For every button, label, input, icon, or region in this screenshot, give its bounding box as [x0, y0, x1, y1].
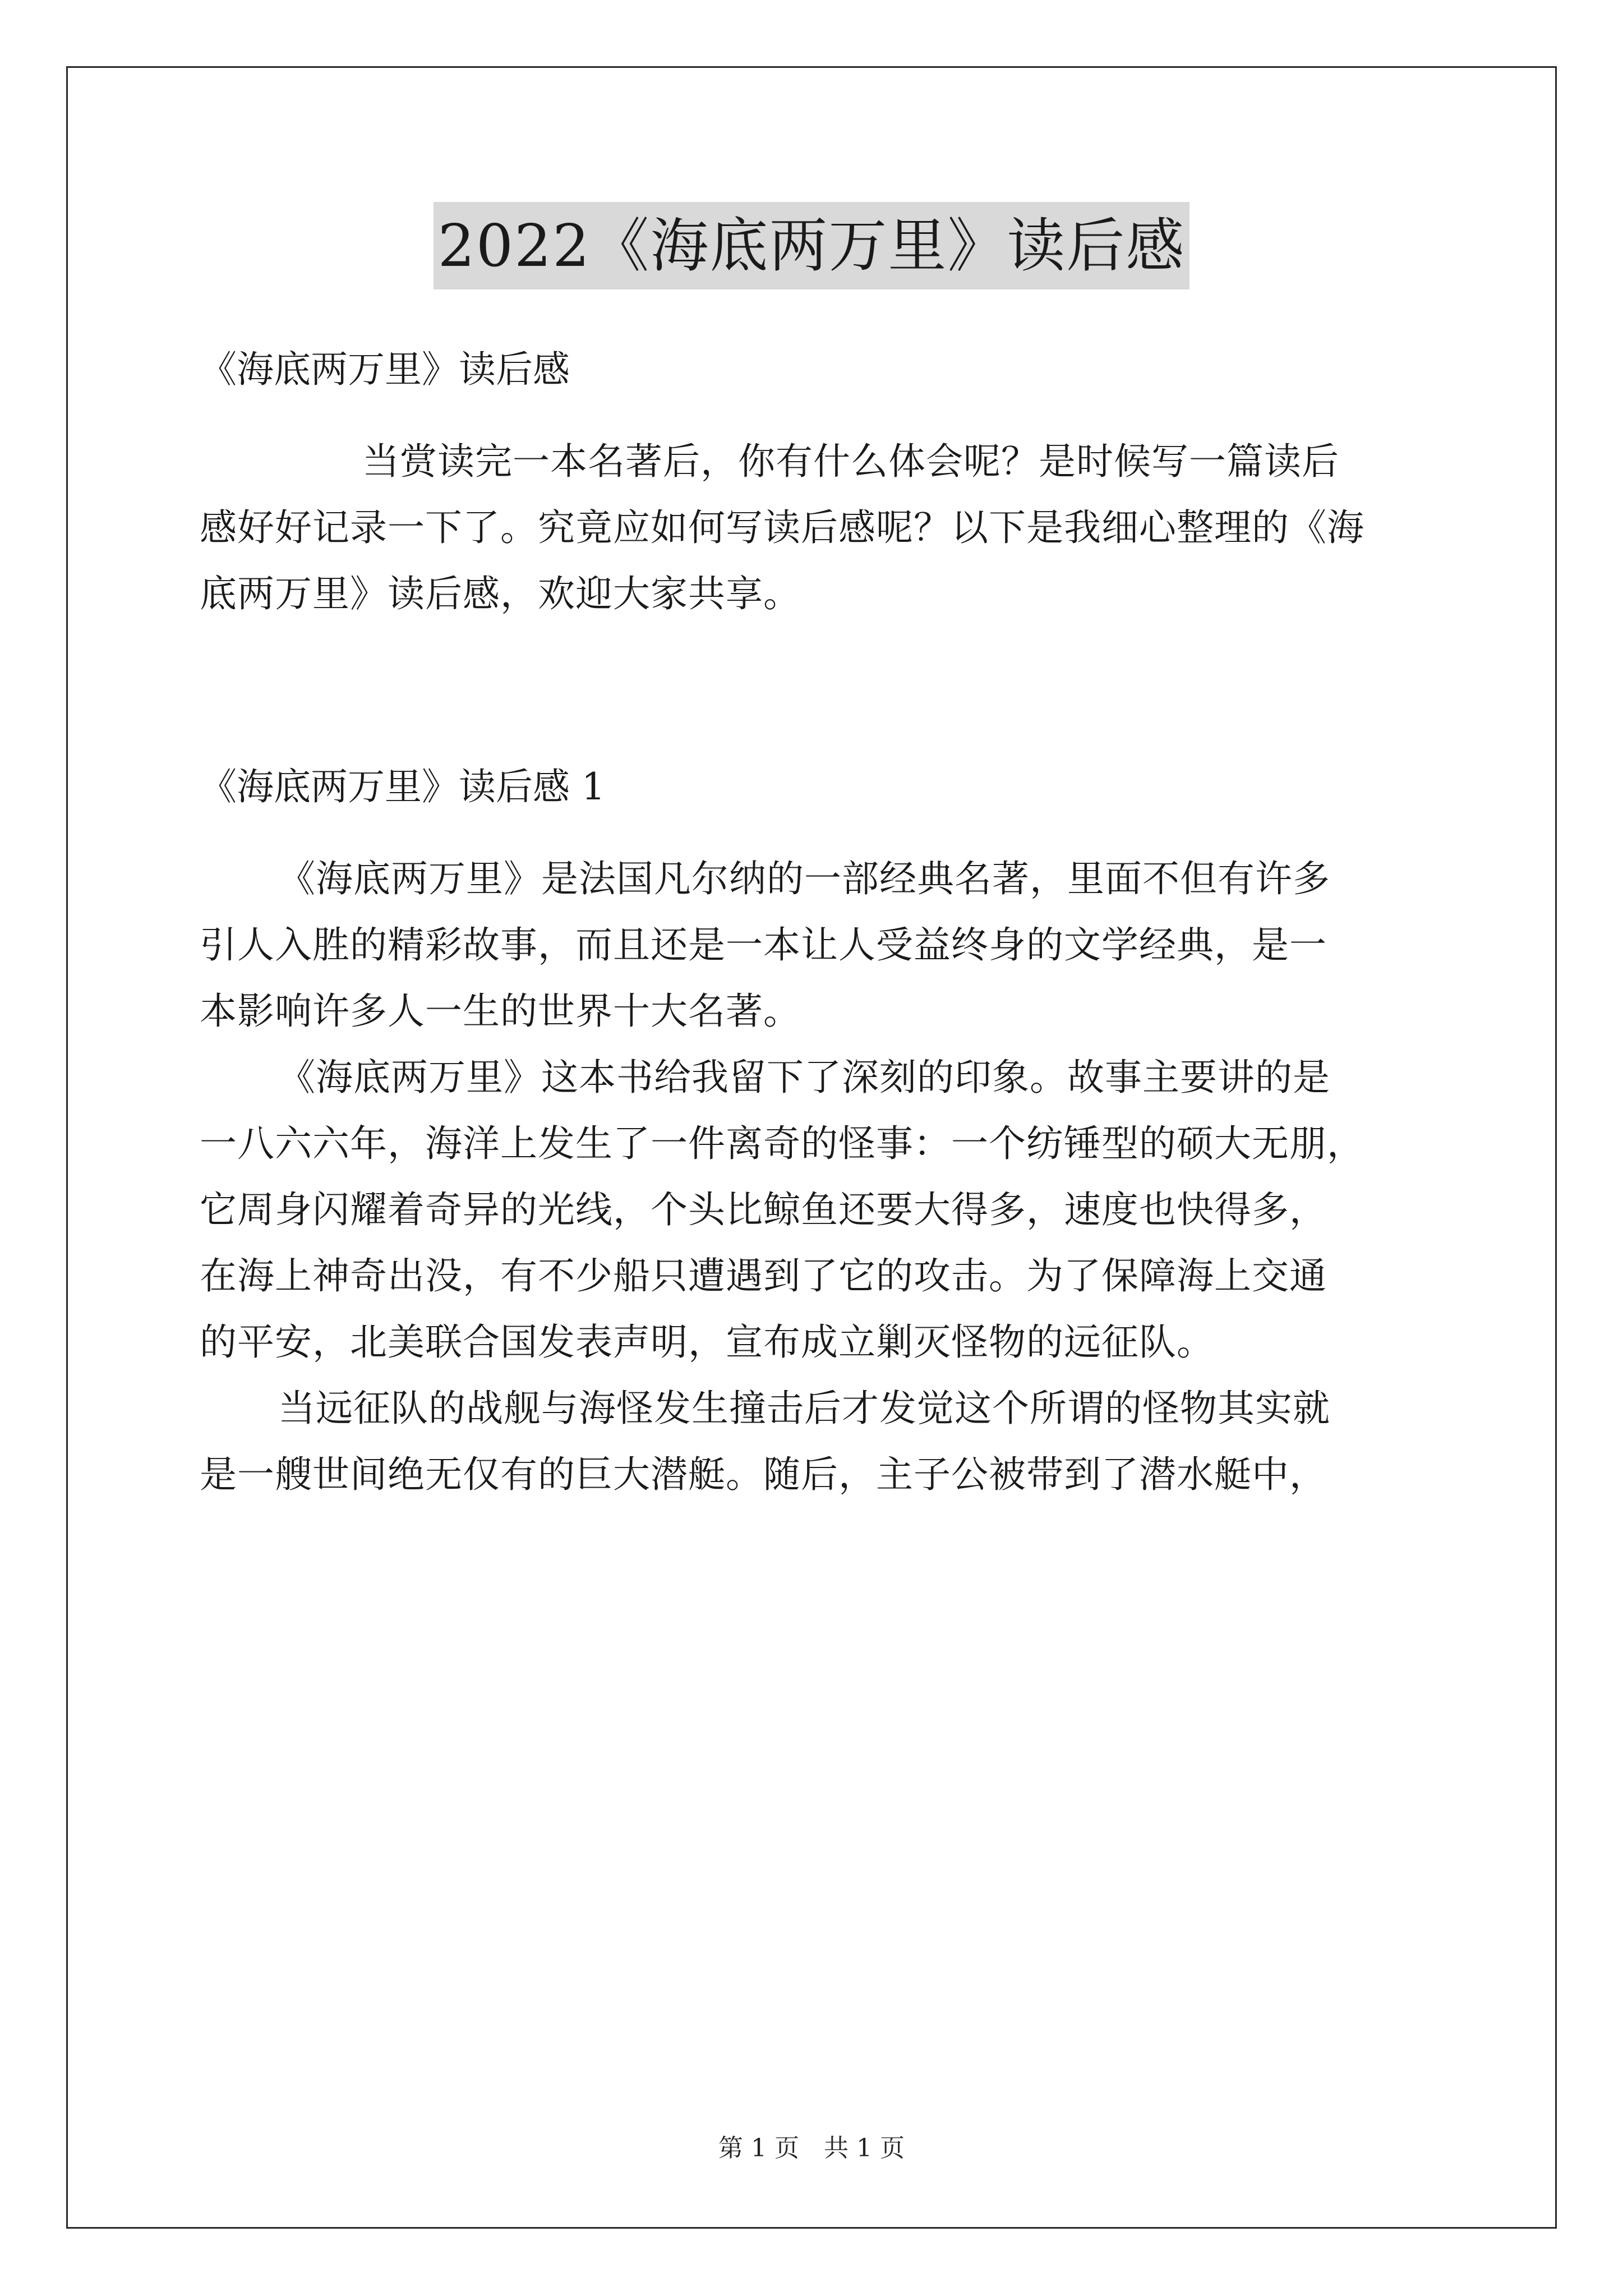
paragraph-line: 的平安，北美联合国发表声明，宣布成立剿灭怪物的远征队。	[200, 1320, 1214, 1364]
paragraph-line: 《海底两万里》是法国凡尔纳的一部经典名著，里面不但有许多	[278, 857, 1330, 900]
paragraph-line: 一八六六年，海洋上发生了一件离奇的怪事：一个纺锤型的硕大无朋，	[200, 1122, 1364, 1165]
intro-line: 当赏读完一本名著后，你有什么体会呢？是时候写一篇读后	[362, 440, 1339, 483]
document-body	[200, 337, 1439, 1508]
paragraph-line: 在海上神奇出没，有不少船只遭遇到了它的攻击。为了保障海上交通	[200, 1254, 1327, 1297]
intro-line: 底两万里》读后感，欢迎大家共享。	[200, 572, 801, 615]
document-title: 2022《海底两万里》读后感	[434, 202, 1190, 289]
page-footer: 第 1 页 共 1 页	[718, 2134, 905, 2162]
intro-paragraph	[200, 429, 1439, 627]
section-heading: 《海底两万里》读后感 1	[200, 765, 605, 808]
subtitle: 《海底两万里》读后感	[200, 348, 570, 391]
paragraph-line: 引人入胜的精彩故事，而且还是一本让人受益终身的文学经典，是一	[200, 923, 1327, 967]
paragraph-1	[200, 846, 1439, 1045]
paragraph-line: 本影响许多人一生的世界十大名著。	[200, 990, 801, 1033]
intro-line: 感好好记录一下了。究竟应如何写读后感呢？以下是我细心整理的《海	[200, 506, 1364, 549]
title-container	[0, 202, 1623, 289]
paragraph-2	[200, 1045, 1439, 1375]
paragraph-line: 是一艘世间绝无仅有的巨大潜艇。随后，主子公被带到了潜水艇中，	[200, 1453, 1327, 1496]
paragraph-3	[200, 1375, 1439, 1508]
paragraph-line: 当远征队的战舰与海怪发生撞击后才发觉这个所谓的怪物其实就	[278, 1387, 1330, 1430]
paragraph-line: 《海底两万里》这本书给我留下了深刻的印象。故事主要讲的是	[278, 1056, 1330, 1099]
paragraph-line: 它周身闪耀着奇异的光线，个头比鲸鱼还要大得多，速度也快得多，	[200, 1188, 1327, 1231]
